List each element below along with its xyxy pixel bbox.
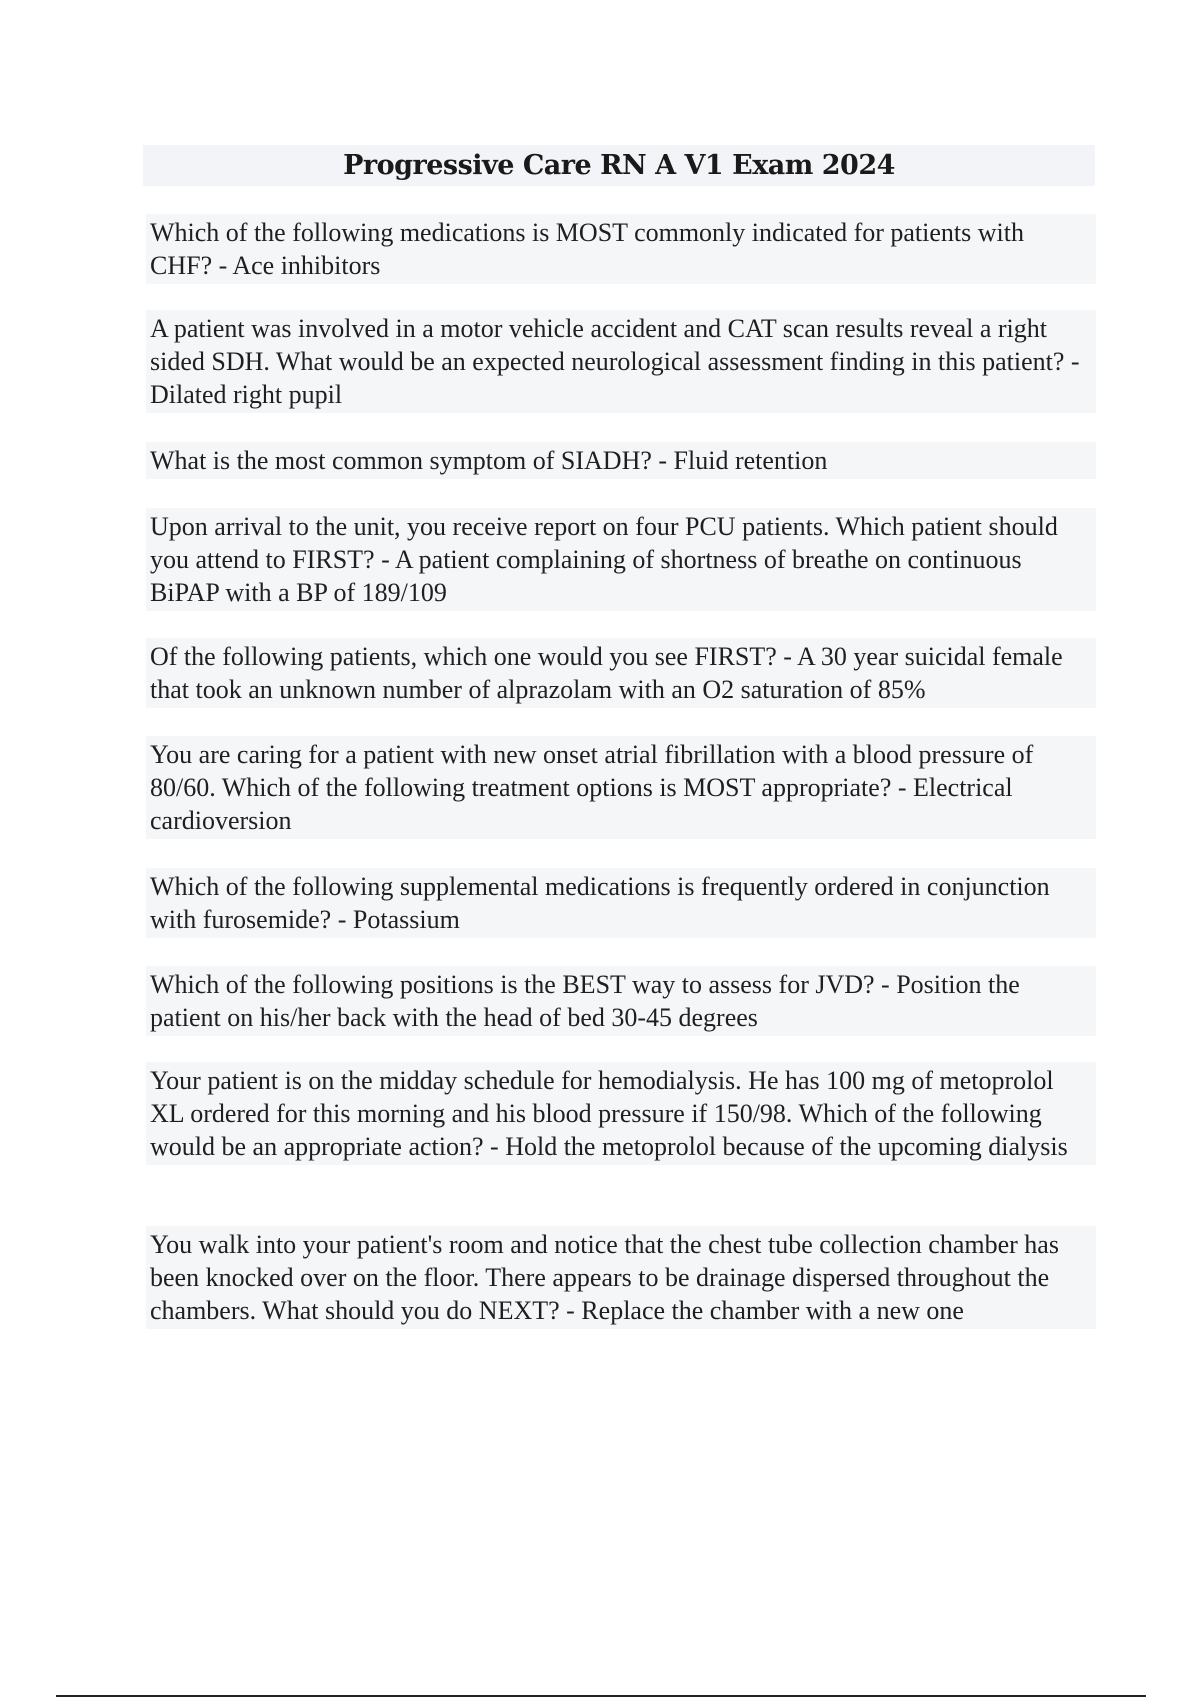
question-item-10: You walk into your patient's room and notice that the chest tube collection chamber has been knocked over on the floor. There appears to be drainage dispersed throughout the chambers. What should you do NEXT? - Replace the chamber with a new one [146,1226,1096,1329]
question-item-6: You are caring for a patient with new onset atrial fibrillation with a blood pressure of 80/60. Which of the following treatment options is MOST appropriate? - Electrical cardioversion [146,736,1096,839]
question-item-8: Which of the following positions is the BEST way to assess for JVD? - Position the patient on his/her back with the head of bed 30-45 degrees [146,966,1096,1036]
title-banner [143,145,1095,186]
question-item-5: Of the following patients, which one would you see FIRST? - A 30 year suicidal female that took an unknown number of alprazolam with an O2 saturation of 85% [146,638,1096,708]
question-item-2: A patient was involved in a motor vehicle accident and CAT scan results reveal a right sided SDH. What would be an expected neurological assessment finding in this patient? - Dilated right pupil [146,310,1096,413]
page-title: Progressive Care RN A V1 Exam 2024 [343,150,895,181]
question-item-3: What is the most common symptom of SIADH? - Fluid retention [146,442,1096,479]
footer-divider [56,1695,1146,1697]
question-item-9: Your patient is on the midday schedule for hemodialysis. He has 100 mg of metoprolol XL ordered for this morning and his blood pressure if 150/98. Which of the following would be an appropriate action? - Hold the metoprolol because of the upcoming dialysis [146,1062,1096,1165]
question-item-7: Which of the following supplemental medications is frequently ordered in conjunction with furosemide? - Potassium [146,868,1096,938]
question-item-4: Upon arrival to the unit, you receive report on four PCU patients. Which patient should you attend to FIRST? - A patient complaining of shortness of breathe on continuous BiPAP with a BP of 189/109 [146,508,1096,611]
question-item-1: Which of the following medications is MOST commonly indicated for patients with CHF? - Ace inhibitors [146,214,1096,284]
